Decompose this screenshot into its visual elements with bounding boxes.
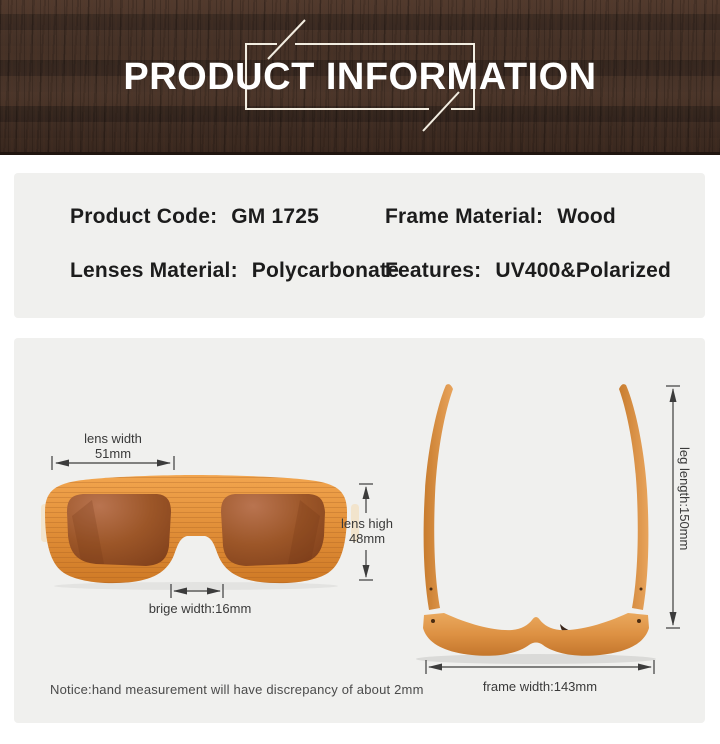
lenses-material-label: Lenses Material: — [70, 259, 238, 282]
sunglasses-front-image — [40, 472, 360, 590]
bridge-width-dimension-line — [168, 584, 226, 598]
spec-features — [385, 259, 671, 283]
frame-material-label: Frame Material: — [385, 205, 544, 228]
frame-width-label: frame width:143mm — [482, 679, 598, 694]
measurement-notice: Notice:hand measurement will have discrepancy of about 2mm — [50, 682, 424, 697]
spec-frame-material — [385, 205, 616, 229]
bridge-width-label: brige width:16mm — [148, 601, 252, 616]
page-title: PRODUCT INFORMATION — [123, 56, 597, 98]
leg-length-label: leg length:150mm — [677, 447, 692, 551]
product-code-value: GM 1725 — [231, 205, 320, 228]
spec-product-code — [70, 205, 319, 229]
lens-width-label — [52, 431, 174, 461]
spec-card — [14, 173, 705, 318]
sunglasses-top-image — [400, 375, 690, 667]
features-label: Features: — [385, 259, 482, 282]
lens-high-label — [326, 516, 408, 546]
lens-width-label-text: lens width — [84, 431, 142, 446]
wood-banner — [0, 0, 720, 155]
frame-material-value: Wood — [557, 205, 616, 228]
spec-lenses-material — [70, 259, 399, 283]
lens-high-label-text: lens high — [340, 516, 394, 531]
frame-width-dimension-line — [424, 660, 656, 674]
lens-high-value: 48mm — [348, 531, 386, 546]
product-code-label: Product Code: — [70, 205, 218, 228]
lenses-material-value: Polycarbonate — [251, 259, 400, 282]
lens-width-value: 51mm — [94, 446, 132, 461]
features-value: UV400&Polarized — [495, 259, 672, 282]
